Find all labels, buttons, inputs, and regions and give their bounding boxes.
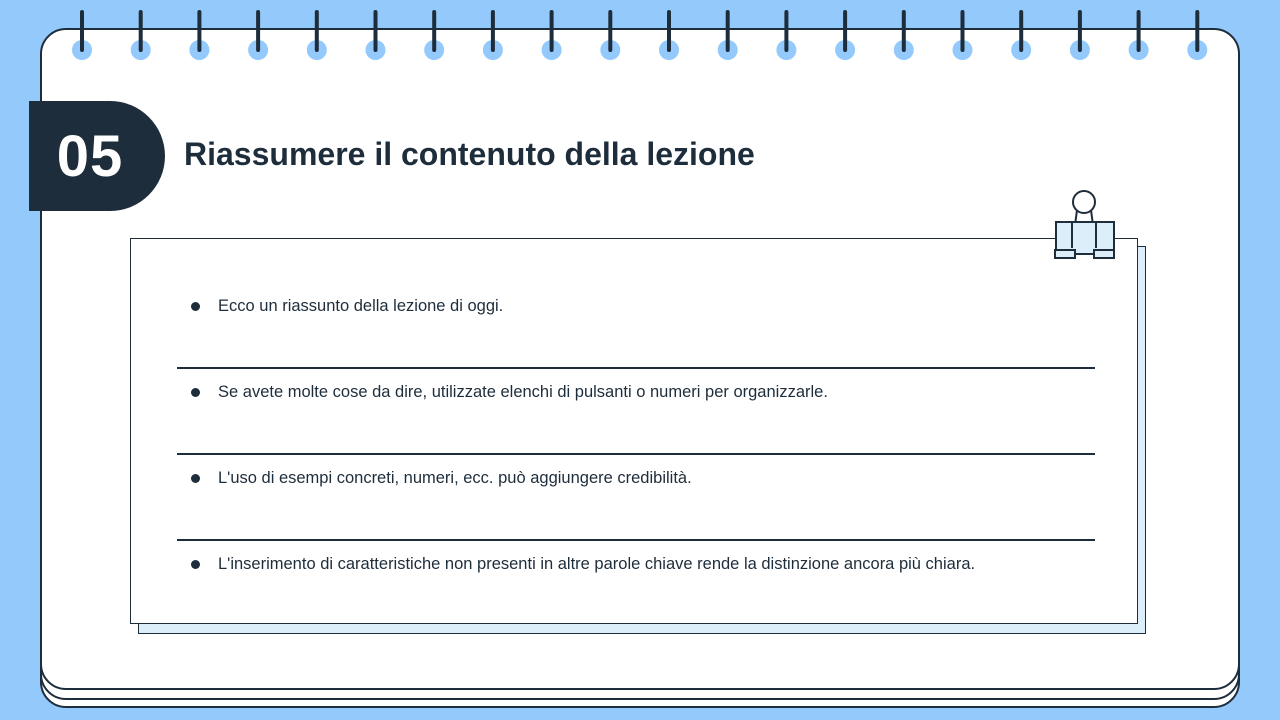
- bullet-dot-icon: [191, 302, 200, 311]
- spiral-ring-icon: [659, 12, 679, 60]
- spiral-ring-icon: [718, 12, 738, 60]
- spiral-ring-icon: [248, 12, 268, 60]
- spiral-ring-icon: [366, 12, 386, 60]
- spiral-ring-icon: [776, 12, 796, 60]
- content-card: [130, 238, 1138, 624]
- section-number-tab: [29, 101, 165, 211]
- spiral-ring-icon: [600, 12, 620, 60]
- bullet-dot-icon: [191, 474, 200, 483]
- spiral-ring-icon: [953, 12, 973, 60]
- spiral-ring-icon: [835, 12, 855, 60]
- list-item-text: L'inserimento di caratteristiche non presenti in altre parole chiave rende la distinzione ancora più chiara.: [218, 555, 976, 573]
- spiral-ring-icon: [542, 12, 562, 60]
- spiral-ring-icon: [483, 12, 503, 60]
- spiral-ring-icon: [307, 12, 327, 60]
- spiral-ring-icon: [72, 12, 92, 60]
- list-item-text: Ecco un riassunto della lezione di oggi.: [218, 297, 504, 315]
- bullet-dot-icon: [191, 560, 200, 569]
- spiral-ring-icon: [131, 12, 151, 60]
- spiral-ring-icon: [424, 12, 444, 60]
- spiral-ring-icon: [1129, 12, 1149, 60]
- spiral-ring-icon: [1070, 12, 1090, 60]
- list-item: [177, 283, 1095, 369]
- list-item-text: Se avete molte cose da dire, utilizzate elenchi di pulsanti o numeri per organizzarle.: [218, 383, 828, 401]
- spiral-ring-icon: [189, 12, 209, 60]
- page-title: Riassumere il contenuto della lezione: [184, 136, 755, 172]
- section-number: 05: [56, 123, 124, 189]
- bullet-list: [177, 283, 1095, 627]
- spiral-binding: [0, 0, 1280, 70]
- list-item: [177, 369, 1095, 455]
- binder-clip-icon: [1050, 186, 1120, 266]
- spiral-ring-icon: [1187, 12, 1207, 60]
- list-item: [177, 455, 1095, 541]
- spiral-ring-icon: [1011, 12, 1031, 60]
- list-item-text: L'uso di esempi concreti, numeri, ecc. può aggiungere credibilità.: [218, 469, 692, 487]
- spiral-ring-icon: [894, 12, 914, 60]
- bullet-dot-icon: [191, 388, 200, 397]
- list-item: [177, 541, 1095, 627]
